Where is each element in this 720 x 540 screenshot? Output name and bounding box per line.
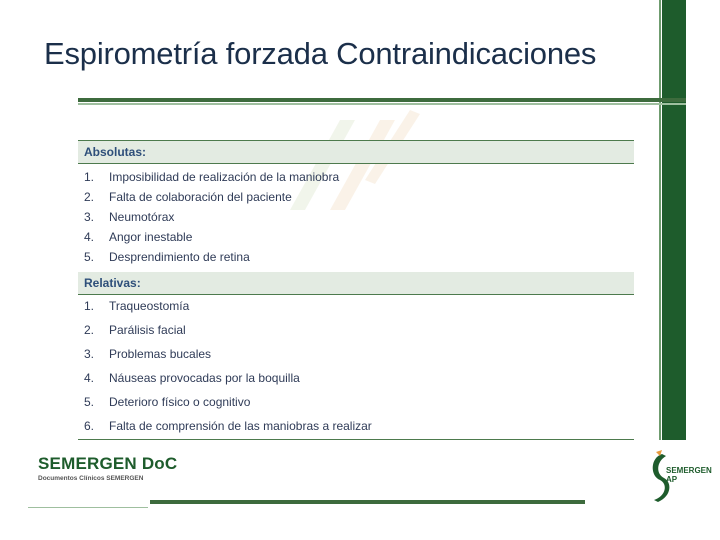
list-item: 2. Falta de colaboración del paciente (84, 190, 292, 204)
list-item: 3. Problemas bucales (84, 347, 212, 361)
slide-title: Espirometría forzada Contraindicaciones (44, 36, 597, 71)
semergen-doc-logo (38, 454, 177, 482)
section-title-absolute: Absolutas: (84, 145, 147, 159)
section-title-relative: Relativas: (84, 276, 141, 290)
ap-logo-text: SEMERGEN AP (666, 466, 712, 484)
right-accent-bar (662, 0, 686, 440)
footer-divider (150, 500, 585, 504)
list-item: 1. Traqueostomía (84, 299, 190, 313)
brand-name: SEMERGEN DoC (38, 454, 178, 473)
list-item: 5. Desprendimiento de retina (84, 250, 250, 264)
list-item: 5. Deterioro físico o cognitivo (84, 395, 251, 409)
footer-divider-light (28, 507, 148, 508)
contraindications-table (78, 140, 634, 440)
list-item: 4. Angor inestable (84, 230, 193, 244)
section-header-absolute (78, 140, 634, 164)
list-item: 6. Falta de comprensión de las maniobras a realizar (84, 419, 372, 433)
brand-subtitle: Documentos Clínicos SEMERGEN (38, 475, 144, 482)
relative-list (78, 295, 634, 440)
right-accent-line (659, 0, 661, 440)
absolute-list (78, 164, 634, 272)
section-header-relative (78, 272, 634, 295)
list-item: 2. Parálisis facial (84, 323, 186, 337)
list-item: 1. Imposibilidad de realización de la maniobra (84, 170, 340, 184)
list-item: 4. Náuseas provocadas por la boquilla (84, 371, 300, 385)
list-item: 3. Neumotórax (84, 210, 175, 224)
